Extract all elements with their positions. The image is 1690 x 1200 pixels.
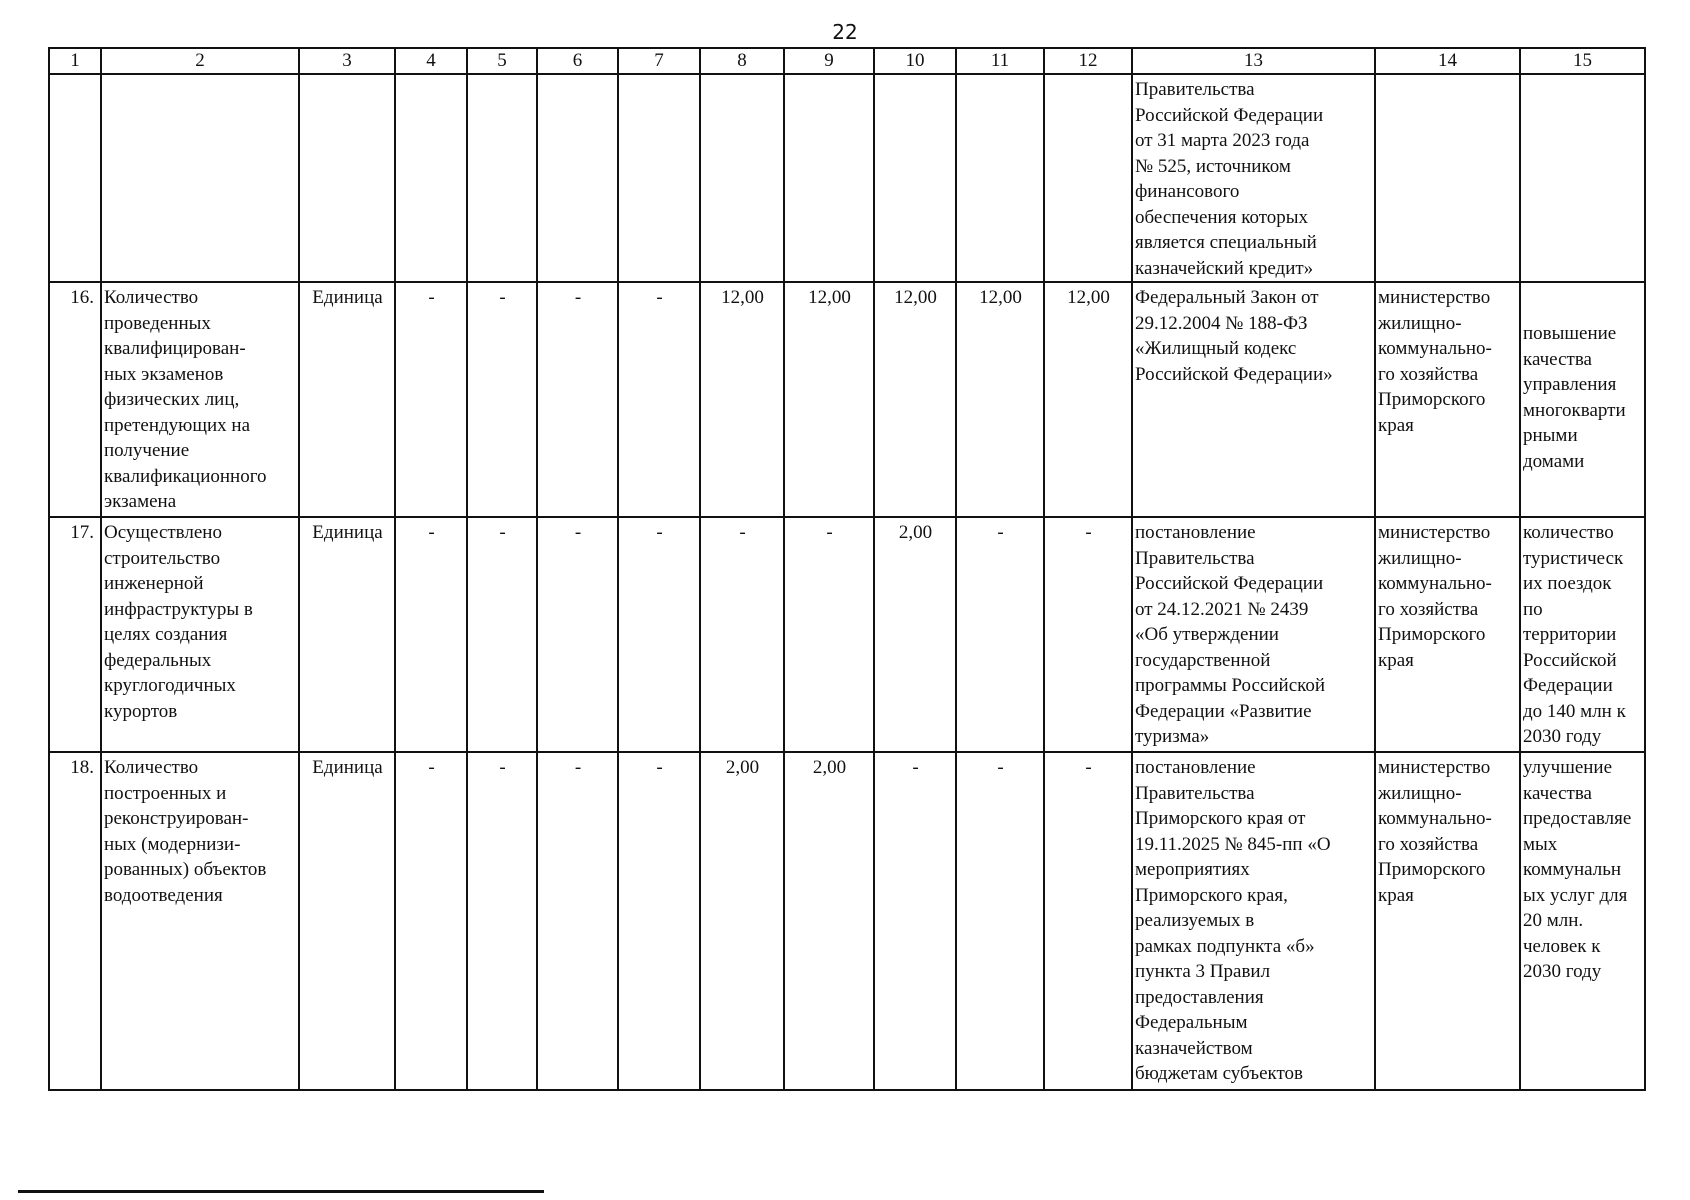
- value-cell: -: [784, 517, 874, 752]
- indicators-table: [48, 47, 1646, 1091]
- value-cell: 2,00: [874, 517, 956, 752]
- value-cell: [1044, 74, 1132, 282]
- row-number: 17.: [49, 517, 101, 752]
- header-cell: 9: [784, 48, 874, 74]
- value-cell: -: [618, 282, 700, 517]
- responsible-cell: министерство жилищно- коммунально- го хозяйства Приморского края: [1375, 517, 1520, 752]
- value-cell: 12,00: [1044, 282, 1132, 517]
- value-cell: [618, 74, 700, 282]
- value-cell: -: [1044, 752, 1132, 1090]
- value-cell: -: [395, 517, 467, 752]
- legal-basis-cell: постановление Правительства Приморского края от 19.11.2025 № 845-пп «О мероприятиях Приморского края, реализуемых в рамках подпункта «б» пункта 3 Правил предоставления Федеральным казначейством бюджетам субъектов: [1132, 752, 1375, 1090]
- value-cell: 2,00: [700, 752, 784, 1090]
- header-cell: 13: [1132, 48, 1375, 74]
- value-cell: -: [956, 752, 1044, 1090]
- header-cell: 8: [700, 48, 784, 74]
- header-cell: 4: [395, 48, 467, 74]
- value-cell: [700, 74, 784, 282]
- column-number-row: [49, 48, 1645, 74]
- value-cell: -: [618, 517, 700, 752]
- header-cell: 11: [956, 48, 1044, 74]
- value-cell: 12,00: [874, 282, 956, 517]
- indicator-name: Количество проведенных квалифицирован- ных экзаменов физических лиц, претендующих на получение квалификационного экзамена: [101, 282, 299, 517]
- value-cell: 12,00: [956, 282, 1044, 517]
- table-row: [49, 752, 1645, 1090]
- legal-basis-cell: Федеральный Закон от 29.12.2004 № 188-ФЗ «Жилищный кодекс Российской Федерации»: [1132, 282, 1375, 517]
- responsible-cell: министерство жилищно- коммунально- го хозяйства Приморского края: [1375, 752, 1520, 1090]
- header-cell: 2: [101, 48, 299, 74]
- value-cell: -: [467, 752, 537, 1090]
- value-cell: [874, 74, 956, 282]
- value-cell: -: [618, 752, 700, 1090]
- header-cell: 14: [1375, 48, 1520, 74]
- result-cell: [1520, 74, 1645, 282]
- legal-basis-cell: постановление Правительства Российской Федерации от 24.12.2021 № 2439 «Об утверждении государственной программы Российской Федерации «Развитие туризма»: [1132, 517, 1375, 752]
- value-cell: -: [537, 517, 618, 752]
- footnote-separator-line: [18, 1190, 544, 1193]
- header-cell: 6: [537, 48, 618, 74]
- indicator-name: Количество построенных и реконструирован- ных (модернизи- рованных) объектов водоотведения: [101, 752, 299, 1090]
- responsible-cell: министерство жилищно- коммунально- го хозяйства Приморского края: [1375, 282, 1520, 517]
- value-cell: [537, 74, 618, 282]
- header-cell: 7: [618, 48, 700, 74]
- value-cell: -: [467, 282, 537, 517]
- table-row: [49, 282, 1645, 517]
- result-cell: количество туристическ их поездок по территории Российской Федерации до 140 млн к 2030 году: [1520, 517, 1645, 752]
- header-cell: 12: [1044, 48, 1132, 74]
- header-cell: 10: [874, 48, 956, 74]
- unit-cell: Единица: [299, 282, 395, 517]
- unit-cell: [299, 74, 395, 282]
- value-cell: -: [395, 752, 467, 1090]
- page-number: 22: [832, 20, 858, 44]
- value-cell: [395, 74, 467, 282]
- value-cell: -: [537, 752, 618, 1090]
- legal-basis-cell: Правительства Российской Федерации от 31 марта 2023 года № 525, источником финансового обеспечения которых является специальный казначейский кредит»: [1132, 74, 1375, 282]
- value-cell: -: [1044, 517, 1132, 752]
- unit-cell: Единица: [299, 517, 395, 752]
- value-cell: [956, 74, 1044, 282]
- value-cell: -: [874, 752, 956, 1090]
- value-cell: -: [395, 282, 467, 517]
- responsible-cell: [1375, 74, 1520, 282]
- header-cell: 3: [299, 48, 395, 74]
- header-cell: 1: [49, 48, 101, 74]
- header-cell: 5: [467, 48, 537, 74]
- value-cell: -: [700, 517, 784, 752]
- header-cell: 15: [1520, 48, 1645, 74]
- value-cell: 2,00: [784, 752, 874, 1090]
- result-cell: улучшение качества предоставляе мых коммунальн ых услуг для 20 млн. человек к 2030 году: [1520, 752, 1645, 1090]
- result-cell: повышение качества управления многокварти рными домами: [1520, 282, 1645, 517]
- row-number: 18.: [49, 752, 101, 1090]
- row-number: 16.: [49, 282, 101, 517]
- table-row: [49, 517, 1645, 752]
- unit-cell: Единица: [299, 752, 395, 1090]
- row-number: [49, 74, 101, 282]
- value-cell: [784, 74, 874, 282]
- table-row: [49, 74, 1645, 282]
- value-cell: [467, 74, 537, 282]
- value-cell: 12,00: [784, 282, 874, 517]
- value-cell: -: [956, 517, 1044, 752]
- indicator-name: Осуществлено строительство инженерной инфраструктуры в целях создания федеральных круглогодичных курортов: [101, 517, 299, 752]
- value-cell: 12,00: [700, 282, 784, 517]
- indicator-name: [101, 74, 299, 282]
- value-cell: -: [537, 282, 618, 517]
- value-cell: -: [467, 517, 537, 752]
